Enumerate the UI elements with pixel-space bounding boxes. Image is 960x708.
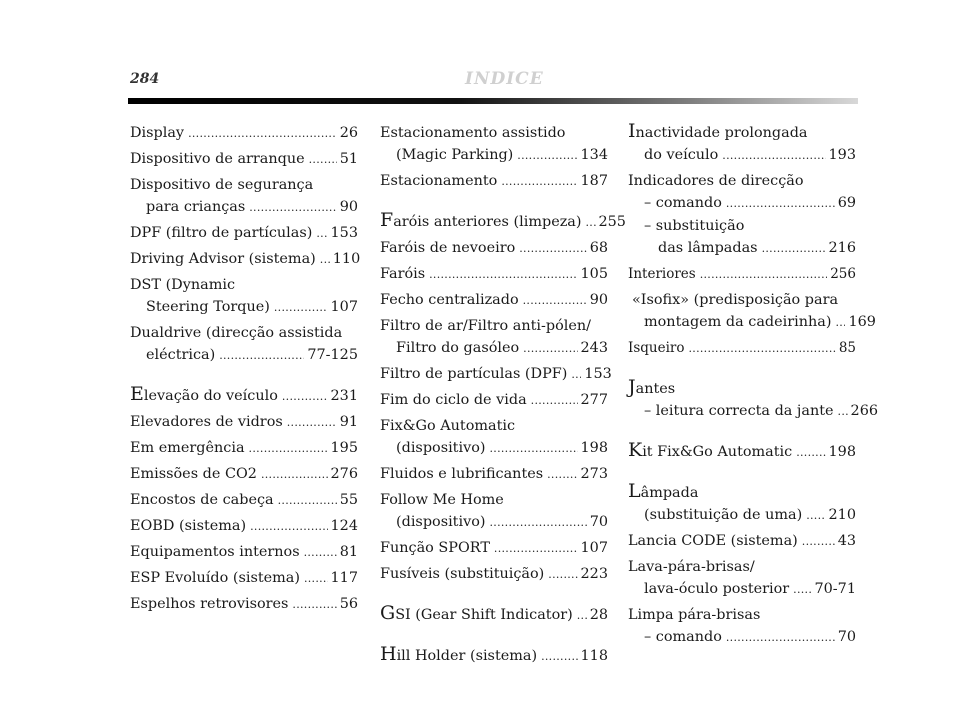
index-column-1 [130, 122, 361, 619]
index-entry: Filtro de partículas (DPF) . . . 153 [380, 363, 608, 386]
index-entry: Driving Advisor (sistema) . . . 110 [130, 248, 358, 271]
index-entry: Equipamentos internos . . . 81 [130, 541, 358, 564]
index-entry: Filtro de ar/Filtro anti-pólen/ Filtro do gasóleo . . . 243 [380, 315, 608, 360]
index-entry: Fluidos e lubrificantes . . . 273 [380, 463, 608, 486]
index-entry: Fusíveis (substituição) . . . 223 [380, 563, 608, 586]
header-rule [128, 98, 858, 104]
index-entry: Lancia CODE (sistema) . . . 43 [628, 530, 856, 553]
index-entry-section-k: Kit Fix&Go Automatic . . . 198 [628, 441, 856, 464]
index-entry: Lava-pára-brisas/ lava-óculo posterior . . . 70-71 [628, 556, 856, 601]
index-entry-section-g: GSI (Gear Shift Indicator) . . . 28 [380, 604, 608, 627]
index-entry: Em emergência . . . 195 [130, 437, 358, 460]
index-entry-section-l: Lâmpada (substituição de uma) . . . 210 [628, 482, 856, 527]
index-entry: Faróis . . . 105 [380, 263, 608, 286]
index-entry: Indicadores de direcção – comando . . . 69 – substituição das lâmpadas . . . 216 [628, 170, 856, 260]
index-entry-section-h: Hill Holder (sistema) . . . 118 [380, 645, 608, 668]
index-entry-section-f: Faróis anteriores (limpeza) . . . 255 [380, 211, 608, 234]
index-entry: ESP Evoluído (sistema) . . . 117 [130, 567, 358, 590]
index-entry: Isqueiro . . . 85 [628, 337, 856, 360]
page-number: 284 [130, 71, 160, 87]
index-entry: Estacionamento . . . 187 [380, 170, 608, 193]
index-entry: Estacionamento assistido (Magic Parking) . . . 134 [380, 122, 608, 167]
index-entry: Limpa pára-brisas – comando . . . 70 [628, 604, 856, 649]
index-entry: Fecho centralizado . . . 90 [380, 289, 608, 312]
index-entry: Espelhos retrovisores . . . 56 [130, 593, 358, 616]
index-entry: Emissões de CO2 . . . 276 [130, 463, 358, 486]
index-entry: Faróis de nevoeiro . . . 68 [380, 237, 608, 260]
header-title: INDICE [465, 69, 544, 89]
index-entry: Dispositivo de segurança para crianças . . . 90 [130, 174, 358, 219]
index-entry: EOBD (sistema) . . . 124 [130, 515, 358, 538]
index-entry-section-i: Inactividade prolongada do veículo . . . 193 [628, 122, 856, 167]
index-entry: Encostos de cabeça . . . 55 [130, 489, 358, 512]
index-entry: Dualdrive (direcção assistida eléctrica) . . . 77-125 [130, 322, 358, 367]
index-entry: Follow Me Home (dispositivo) . . . 70 [380, 489, 608, 534]
index-entry-section-e: Elevação do veículo . . . 231 [130, 385, 358, 408]
index-entry: DST (Dynamic Steering Torque) . . . 107 [130, 274, 358, 319]
index-entry-section-j: Jantes – leitura correcta da jante . . . 266 [628, 378, 856, 423]
index-entry: Fim do ciclo de vida . . . 277 [380, 389, 608, 412]
index-entry: Display . . . 26 [130, 122, 358, 145]
index-column-2 [380, 122, 626, 671]
index-entry: Fix&Go Automatic (dispositivo) . . . 198 [380, 415, 608, 460]
index-column-3 [628, 120, 879, 652]
index-entry: DPF (filtro de partículas) . . . 153 [130, 222, 358, 245]
index-entry: «Isofix» (predisposição para montagem da cadeirinha) . . . 169 [628, 289, 856, 334]
index-entry: Dispositivo de arranque . . . 51 [130, 148, 358, 171]
index-entry: Elevadores de vidros . . . 91 [130, 411, 358, 434]
index-entry: Interiores . . . 256 [628, 263, 856, 286]
index-entry: Função SPORT . . . 107 [380, 537, 608, 560]
